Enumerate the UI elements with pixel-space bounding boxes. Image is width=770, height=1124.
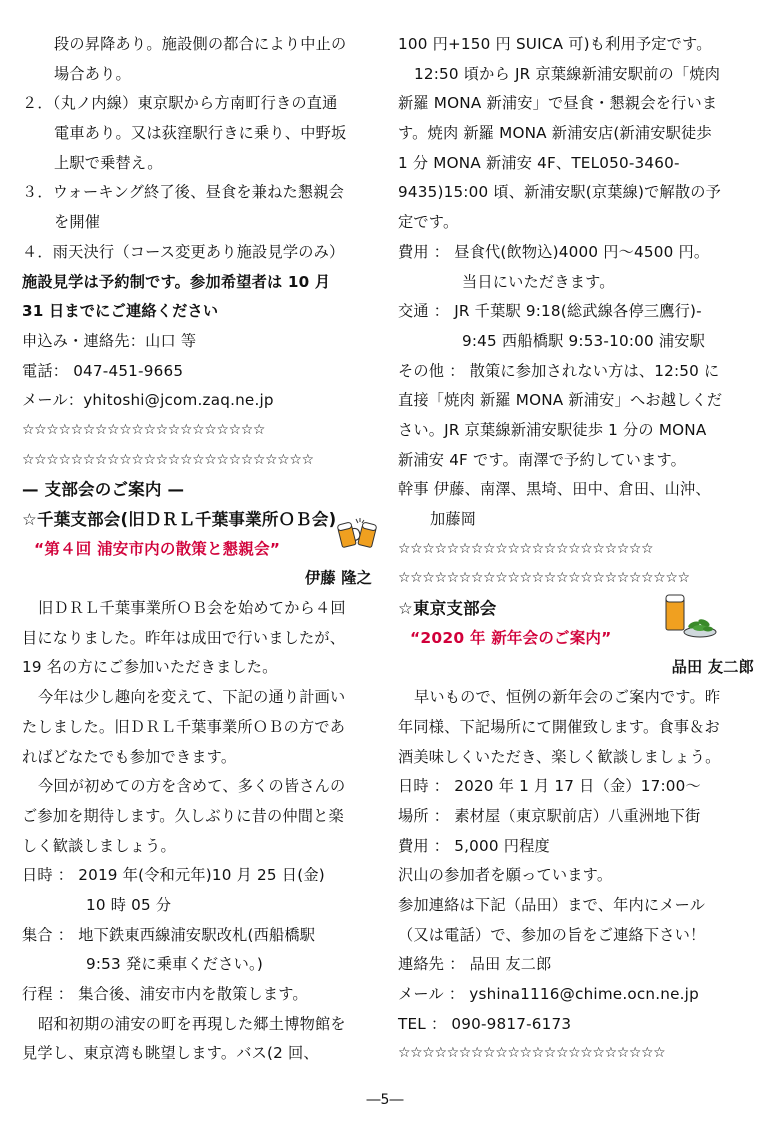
text-line: ４．雨天決行（コース変更あり施設見学のみ）	[22, 242, 345, 261]
text-line: その他 ： 散策に参加されない方は、12:50 に	[398, 361, 720, 380]
event-cost: 費用 ： 5,000 円程度	[398, 836, 550, 855]
contact-phone: 電話： 047-451-9665	[22, 361, 184, 380]
text-line: 直接「焼肉 新羅 MONA 新浦安」へお越しくだ	[398, 391, 723, 410]
text-line: 昭和初期の浦安の町を再現した郷土博物館を	[38, 1014, 346, 1033]
text-line: 新羅 MONA 新浦安」で昼食・懇親会を行いま	[398, 94, 718, 113]
page-number: ―5―	[366, 1092, 404, 1108]
text-line: 目になりました。昨年は成田で行いましたが、	[22, 628, 346, 647]
tokyo-branch-title: ☆東京支部会	[398, 599, 497, 619]
right-column	[398, 30, 754, 1069]
text-line: す。焼肉 新羅 MONA 新浦安店(新浦安駅徒歩	[398, 124, 712, 143]
event-date: 日時 ： 2020 年 1 月 17 日（金）17:00～	[398, 777, 701, 796]
contact-email: メール ： yshina1116@chime.ocn.ne.jp	[398, 985, 699, 1003]
itinerary: 行程 ： 集合後、浦安市内を散策します。	[22, 985, 308, 1003]
tokyo-event-title: “2020 年 新年会のご案内”	[410, 628, 612, 647]
text-line: 12:50 頃から JR 京葉線新浦安駅前の「焼肉	[414, 64, 721, 83]
text-line: 上駅で乗替え。	[54, 153, 163, 172]
author-shinada: 品田 友二郎	[671, 658, 754, 677]
meeting-place: 集合 ： 地下鉄東西線浦安駅改札(西船橋駅	[22, 925, 316, 944]
author-ito: 伊藤 隆之	[304, 569, 372, 588]
text-line: 1 分 MONA 新浦安 4F、TEL050-3460-	[398, 153, 680, 172]
star-divider: ☆☆☆☆☆☆☆☆☆☆☆☆☆☆☆☆☆☆☆☆	[22, 421, 266, 438]
reservation-notice: 31 日までにご連絡ください	[22, 302, 219, 321]
text-line: 酒美味しくいただき、楽しく歓談しましょう。	[398, 747, 721, 766]
event-cost: 費用 ： 昼食代(飲物込)4000 円～4500 円。	[398, 242, 710, 261]
contact-email: メール：yhitoshi@jcom.zaq.ne.jp	[22, 391, 274, 410]
text-line: ご参加を期待します。久しぶりに昔の仲間と楽	[22, 806, 344, 825]
text-line: 旧ＤＲＬ千葉事業所ＯＢ会を始めてから４回	[38, 599, 346, 618]
text-line: 定です。	[398, 213, 459, 232]
event-cost: 当日にいただきます。	[462, 272, 615, 291]
text-line: 今回が初めての方を含めて、多くの皆さんの	[38, 777, 346, 796]
chiba-branch-title: ☆千葉支部会(旧ＤＲＬ千葉事業所ＯＢ会)	[22, 510, 337, 529]
event-time: 10 時 05 分	[86, 895, 172, 914]
text-line: 段の昇降あり。施設側の都合により中止の	[54, 35, 347, 53]
text-line: ２．（丸ノ内線）東京駅から方南町行きの直通	[22, 94, 338, 113]
text-line: 沢山の参加者を願っています。	[398, 866, 613, 885]
text-line: 100 円+150 円 SUICA 可)も利用予定です。	[398, 35, 712, 53]
star-divider: ☆☆☆☆☆☆☆☆☆☆☆☆☆☆☆☆☆☆☆☆☆	[398, 540, 654, 557]
text-line: しく歓談しましょう。	[22, 836, 176, 855]
text-line: ３．ウォーキング終了後、昼食を兼ねた懇親会	[22, 183, 345, 202]
beer-and-edamame-icon	[662, 592, 718, 640]
text-line: さい。JR 京葉線新浦安駅徒歩 1 分の MONA	[398, 420, 707, 439]
section-heading: — 支部会のご案内 —	[22, 480, 185, 500]
transport: 交通 ： JR 千葉駅 9:18(総武線各停三鷹行)-	[398, 302, 702, 321]
text-line: 今年は少し趣向を変えて、下記の通り計画い	[38, 688, 346, 707]
text-line: 早いもので、恒例の新年会のご案内です。昨	[414, 688, 721, 707]
contact-name: 連絡先 ： 品田 友二郎	[398, 955, 552, 974]
text-line: 参加連絡は下記（品田）まで、年内にメール	[398, 895, 706, 914]
meeting-place: 9:53 発に乗車ください。)	[86, 955, 263, 974]
organizers: 幹事 伊藤、南澤、黒埼、田中、倉田、山沖、	[398, 480, 711, 499]
text-line: ればどなたでも参加できます。	[22, 747, 237, 766]
text-line: 見学し、東京湾も眺望します。バス(2 回、	[22, 1044, 319, 1063]
text-line: 新浦安 4F です。南澤で予約しています。	[398, 450, 687, 469]
contact-name: 申込み・連絡先：山口 等	[22, 331, 197, 350]
event-place: 場所 ： 素材屋（東京駅前店）八重洲地下街	[398, 806, 701, 825]
text-line: 年同様、下記場所にて開催致します。食事＆お	[398, 717, 720, 736]
text-line: を開催	[54, 213, 101, 232]
text-line: 場合あり。	[54, 64, 131, 83]
text-line: （又は電話）で、参加の旨をご連絡下さい！	[398, 925, 706, 944]
text-line: 19 名の方にご参加いただきました。	[22, 658, 278, 677]
text-line: 9435)15:00 頃、新浦安駅(京葉線)で解散の予	[398, 183, 722, 202]
text-line: たしました。旧ＤＲＬ千葉事業所ＯＢの方であ	[22, 717, 346, 736]
star-divider: ☆☆☆☆☆☆☆☆☆☆☆☆☆☆☆☆☆☆☆☆☆☆☆☆	[22, 451, 314, 468]
text-line: 電車あり。又は荻窪駅行きに乗り、中野坂	[54, 124, 347, 143]
star-divider: ☆☆☆☆☆☆☆☆☆☆☆☆☆☆☆☆☆☆☆☆☆☆	[398, 1045, 666, 1062]
beer-toast-icon	[336, 518, 380, 552]
reservation-notice: 施設見学は予約制です。参加希望者は 10 月	[22, 272, 331, 291]
left-column	[22, 30, 372, 1069]
event-date: 日時 ： 2019 年(令和元年)10 月 25 日(金)	[22, 866, 325, 885]
star-divider: ☆☆☆☆☆☆☆☆☆☆☆☆☆☆☆☆☆☆☆☆☆☆☆☆	[398, 570, 690, 587]
transport: 9:45 西船橋駅 9:53-10:00 浦安駅	[462, 331, 706, 350]
chiba-event-title: “第４回 浦安市内の散策と懇親会”	[34, 539, 281, 558]
organizers: 加藤岡	[430, 510, 477, 528]
contact-phone: TEL ： 090-9817-6173	[398, 1014, 572, 1033]
